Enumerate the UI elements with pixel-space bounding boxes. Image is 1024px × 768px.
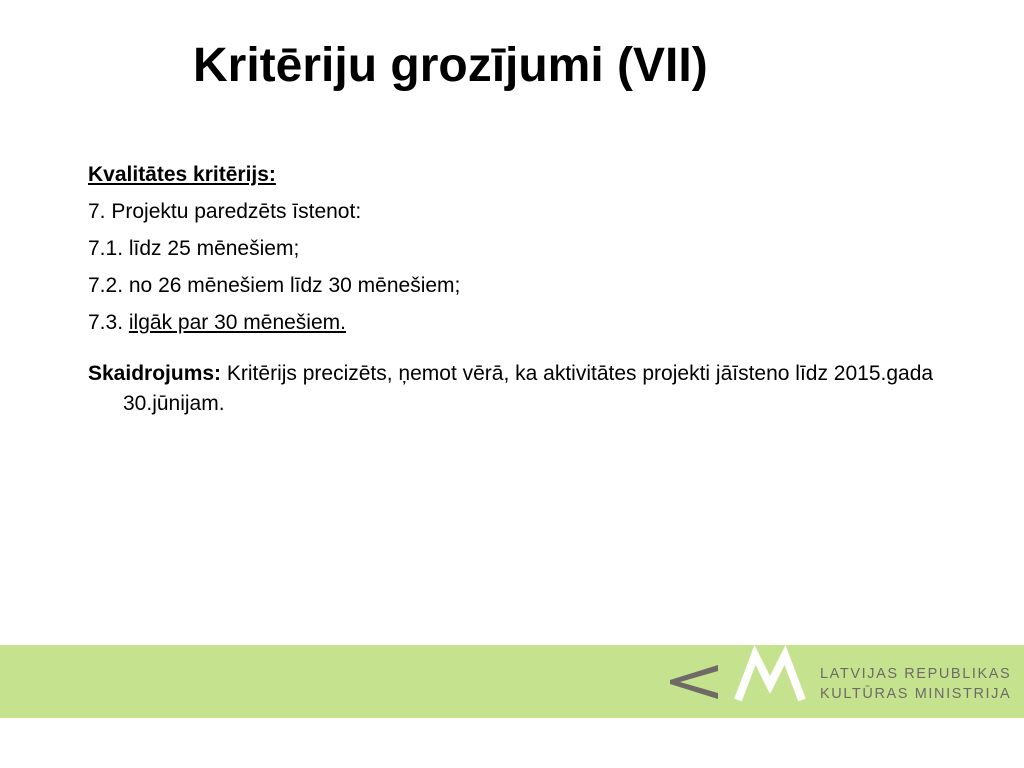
- criterion-heading: Kvalitātes kritērijs:: [88, 163, 276, 186]
- explanation-paragraph: [88, 359, 968, 419]
- ministry-name-line2: KULTŪRAS MINISTRIJA: [820, 686, 1012, 702]
- ministry-name-line1: LATVIJAS REPUBLIKAS: [820, 666, 1012, 682]
- option-number: 7.2.: [88, 274, 124, 297]
- ministry-logo-icon: [666, 645, 811, 718]
- option-text: ilgāk par 30 mēnešiem.: [128, 311, 346, 334]
- slide-title: Kritēriju grozījumi (VII): [193, 39, 708, 92]
- chevron-mark: [670, 665, 718, 699]
- criterion-option: [88, 267, 968, 304]
- option-text: līdz 25 mēnešiem;: [128, 237, 300, 260]
- option-number: 7.1.: [88, 237, 124, 260]
- criterion-option: [88, 230, 968, 267]
- explanation-text: Kritērijs precizēts, ņemot vērā, ka aktivitātes projekti jāīsteno līdz 2015.gada 30.jūnijam.: [123, 362, 934, 415]
- slide-content: [88, 156, 968, 419]
- explanation-label: Skaidrojums:: [88, 362, 222, 385]
- option-number: 7.3.: [88, 311, 124, 334]
- option-text: no 26 mēnešiem līdz 30 mēnešiem;: [128, 274, 461, 297]
- m-mark: [738, 655, 802, 700]
- criterion-option: [88, 304, 968, 341]
- criterion-statement: 7. Projektu paredzēts īstenot:: [88, 200, 362, 223]
- ministry-name: [820, 664, 1011, 704]
